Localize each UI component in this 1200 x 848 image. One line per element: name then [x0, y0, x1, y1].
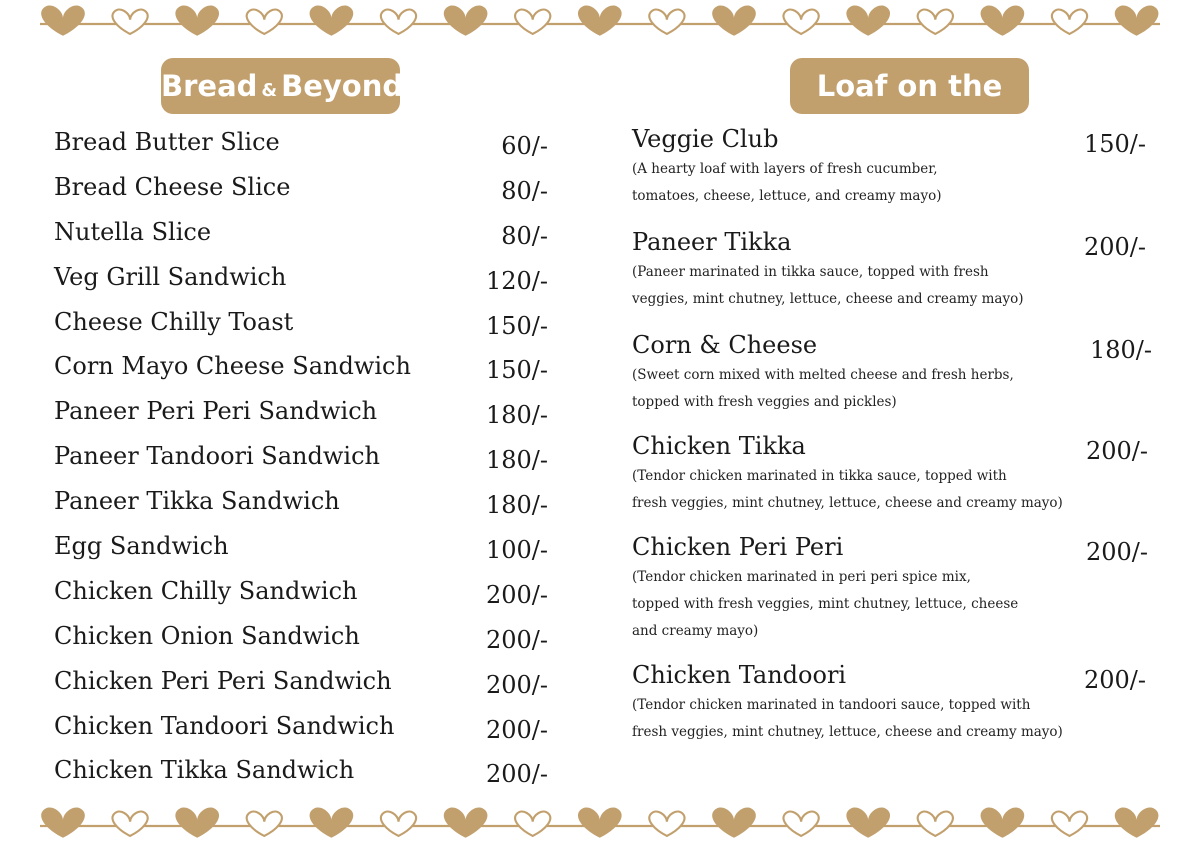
menu-item-price: 120/-	[485, 266, 548, 295]
heart-icon	[649, 10, 684, 34]
heart-icon	[310, 807, 354, 837]
menu-item-description: fresh veggies, mint chutney, lettuce, cheese and creamy mayo)	[632, 724, 1063, 740]
menu-item-price: 200/-	[485, 715, 548, 744]
heart-icon	[649, 812, 684, 836]
heart-icon	[784, 10, 819, 34]
menu-item	[632, 225, 1162, 313]
heart-icon	[1052, 10, 1087, 34]
menu-item	[632, 122, 1162, 210]
heart-icon	[175, 5, 219, 35]
menu-item	[54, 752, 554, 797]
menu-item-price: 200/-	[485, 625, 548, 654]
heart-border-bottom	[0, 806, 1200, 846]
heart-icon	[918, 812, 953, 836]
menu-item	[54, 618, 554, 663]
menu-item-description: topped with fresh veggies and pickles)	[632, 394, 897, 410]
menu-item-name: Corn & Cheese	[632, 331, 818, 359]
menu-item-description: topped with fresh veggies, mint chutney, lettuce, cheese	[632, 596, 1019, 612]
menu-item-description: fresh veggies, mint chutney, lettuce, cheese and creamy mayo)	[632, 495, 1063, 511]
menu-item	[54, 438, 554, 483]
menu-item-name: Chicken Tikka	[632, 432, 806, 460]
heart-icon	[712, 807, 756, 837]
bread-beyond-menu-list	[54, 124, 554, 797]
menu-item-name: Bread Butter Slice	[54, 128, 280, 156]
section-title-bread-beyond	[161, 58, 404, 114]
menu-item-description: (Tendor chicken marinated in tandoori sauce, topped with	[632, 697, 1031, 713]
menu-item-name: Chicken Onion Sandwich	[54, 621, 360, 650]
heart-border-svg	[0, 4, 1200, 44]
menu-item-name: Chicken Tikka Sandwich	[54, 756, 355, 785]
heart-icon	[444, 5, 488, 35]
menu-item-name: Paneer Tikka Sandwich	[54, 487, 340, 516]
menu-item-description: (A hearty loaf with layers of fresh cucumber,	[632, 161, 938, 177]
heart-icon	[515, 812, 550, 836]
menu-item-name: Paneer Peri Peri Sandwich	[54, 397, 378, 426]
title-word-bread: Bread	[161, 69, 258, 103]
menu-item	[54, 348, 554, 393]
menu-item-description: (Tendor chicken marinated in tikka sauce, topped with	[632, 468, 1007, 484]
heart-icon	[1115, 807, 1159, 837]
section-title-loaf-on-the-go	[790, 58, 1029, 159]
menu-item-name: Corn Mayo Cheese Sandwich	[54, 352, 411, 381]
menu-item	[54, 304, 554, 349]
heart-icon	[247, 812, 282, 836]
menu-item-price: 150/-	[485, 356, 548, 385]
menu-item	[54, 528, 554, 573]
menu-item-price: 80/-	[501, 176, 548, 205]
heart-icon	[846, 5, 890, 35]
menu-item-price: 200/-	[485, 580, 548, 609]
menu-item-price: 200/-	[1084, 666, 1147, 694]
heart-icon	[310, 5, 354, 35]
heart-icon	[381, 10, 416, 34]
heart-icon	[381, 812, 416, 836]
menu-item	[54, 573, 554, 618]
menu-item	[54, 483, 554, 528]
menu-item	[632, 658, 1162, 746]
menu-item-description: (Tendor chicken marinated in peri peri spice mix,	[632, 569, 971, 585]
menu-item	[54, 124, 554, 169]
heart-icon	[113, 812, 148, 836]
menu-item-price: 180/-	[485, 446, 548, 475]
heart-icon	[1115, 5, 1159, 35]
menu-item-description: and creamy mayo)	[632, 623, 759, 639]
menu-item-price: 100/-	[485, 536, 548, 565]
heart-icon	[578, 807, 622, 837]
section-title-text: Loaf on the go..	[816, 69, 1003, 159]
heart-icon	[41, 807, 85, 837]
loaf-on-the-go-menu-list	[632, 122, 1162, 746]
menu-item-name: Cheese Chilly Toast	[54, 307, 294, 336]
menu-item-price: 60/-	[501, 132, 548, 160]
title-word-beyond: Beyond	[281, 69, 404, 103]
heart-icon	[41, 5, 85, 35]
menu-item-name: Egg Sandwich	[54, 532, 229, 561]
menu-item-price: 200/-	[1084, 233, 1147, 261]
menu-item-price: 180/-	[1090, 336, 1153, 364]
heart-icon	[515, 10, 550, 34]
menu-item-price: 80/-	[501, 221, 548, 250]
menu-item-name: Chicken Tandoori	[632, 661, 847, 689]
menu-item	[632, 429, 1162, 517]
menu-item	[632, 530, 1162, 645]
heart-icon	[784, 812, 819, 836]
menu-item-name: Chicken Peri Peri	[632, 533, 844, 561]
heart-icon	[444, 807, 488, 837]
menu-item	[54, 393, 554, 438]
menu-item-description: (Sweet corn mixed with melted cheese and fresh herbs,	[632, 367, 1014, 383]
menu-item-price: 180/-	[485, 491, 548, 520]
menu-item-price: 200/-	[485, 760, 548, 789]
heart-icon	[175, 807, 219, 837]
heart-icon	[578, 5, 622, 35]
menu-item-name: Paneer Tandoori Sandwich	[54, 442, 380, 471]
heart-icon	[1052, 812, 1087, 836]
heart-icon	[846, 807, 890, 837]
title-ampersand: &	[261, 80, 278, 101]
heart-icon	[712, 5, 756, 35]
menu-item-name: Chicken Tandoori Sandwich	[54, 711, 395, 740]
heart-border-top	[0, 4, 1200, 44]
heart-icon	[981, 5, 1025, 35]
heart-border-svg	[0, 806, 1200, 846]
menu-item-price: 180/-	[485, 401, 548, 430]
menu-item-name: Bread Cheese Slice	[54, 172, 291, 201]
menu-item-name: Veg Grill Sandwich	[54, 262, 287, 291]
menu-item-description: veggies, mint chutney, lettuce, cheese and creamy mayo)	[632, 291, 1024, 307]
menu-item	[54, 214, 554, 259]
menu-item-price: 150/-	[485, 311, 548, 340]
menu-item	[54, 169, 554, 214]
heart-icon	[981, 807, 1025, 837]
heart-icon	[113, 10, 148, 34]
menu-item-price: 150/-	[1084, 130, 1147, 158]
menu-item	[632, 328, 1162, 416]
menu-item-name: Chicken Peri Peri Sandwich	[54, 666, 392, 695]
menu-item-price: 200/-	[1086, 437, 1149, 465]
heart-icon	[918, 10, 953, 34]
menu-item	[54, 663, 554, 708]
menu-item	[54, 259, 554, 304]
menu-item-price: 200/-	[485, 670, 548, 699]
menu-item	[54, 708, 554, 753]
menu-item-description: (Paneer marinated in tikka sauce, topped with fresh	[632, 264, 989, 280]
menu-item-name: Chicken Chilly Sandwich	[54, 576, 358, 605]
menu-item-price: 200/-	[1086, 538, 1149, 566]
menu-item-description: tomatoes, cheese, lettuce, and creamy mayo)	[632, 188, 942, 204]
menu-item-name: Paneer Tikka	[632, 228, 792, 256]
menu-item-name: Veggie Club	[632, 125, 779, 153]
heart-icon	[247, 10, 282, 34]
menu-item-name: Nutella Slice	[54, 217, 212, 246]
